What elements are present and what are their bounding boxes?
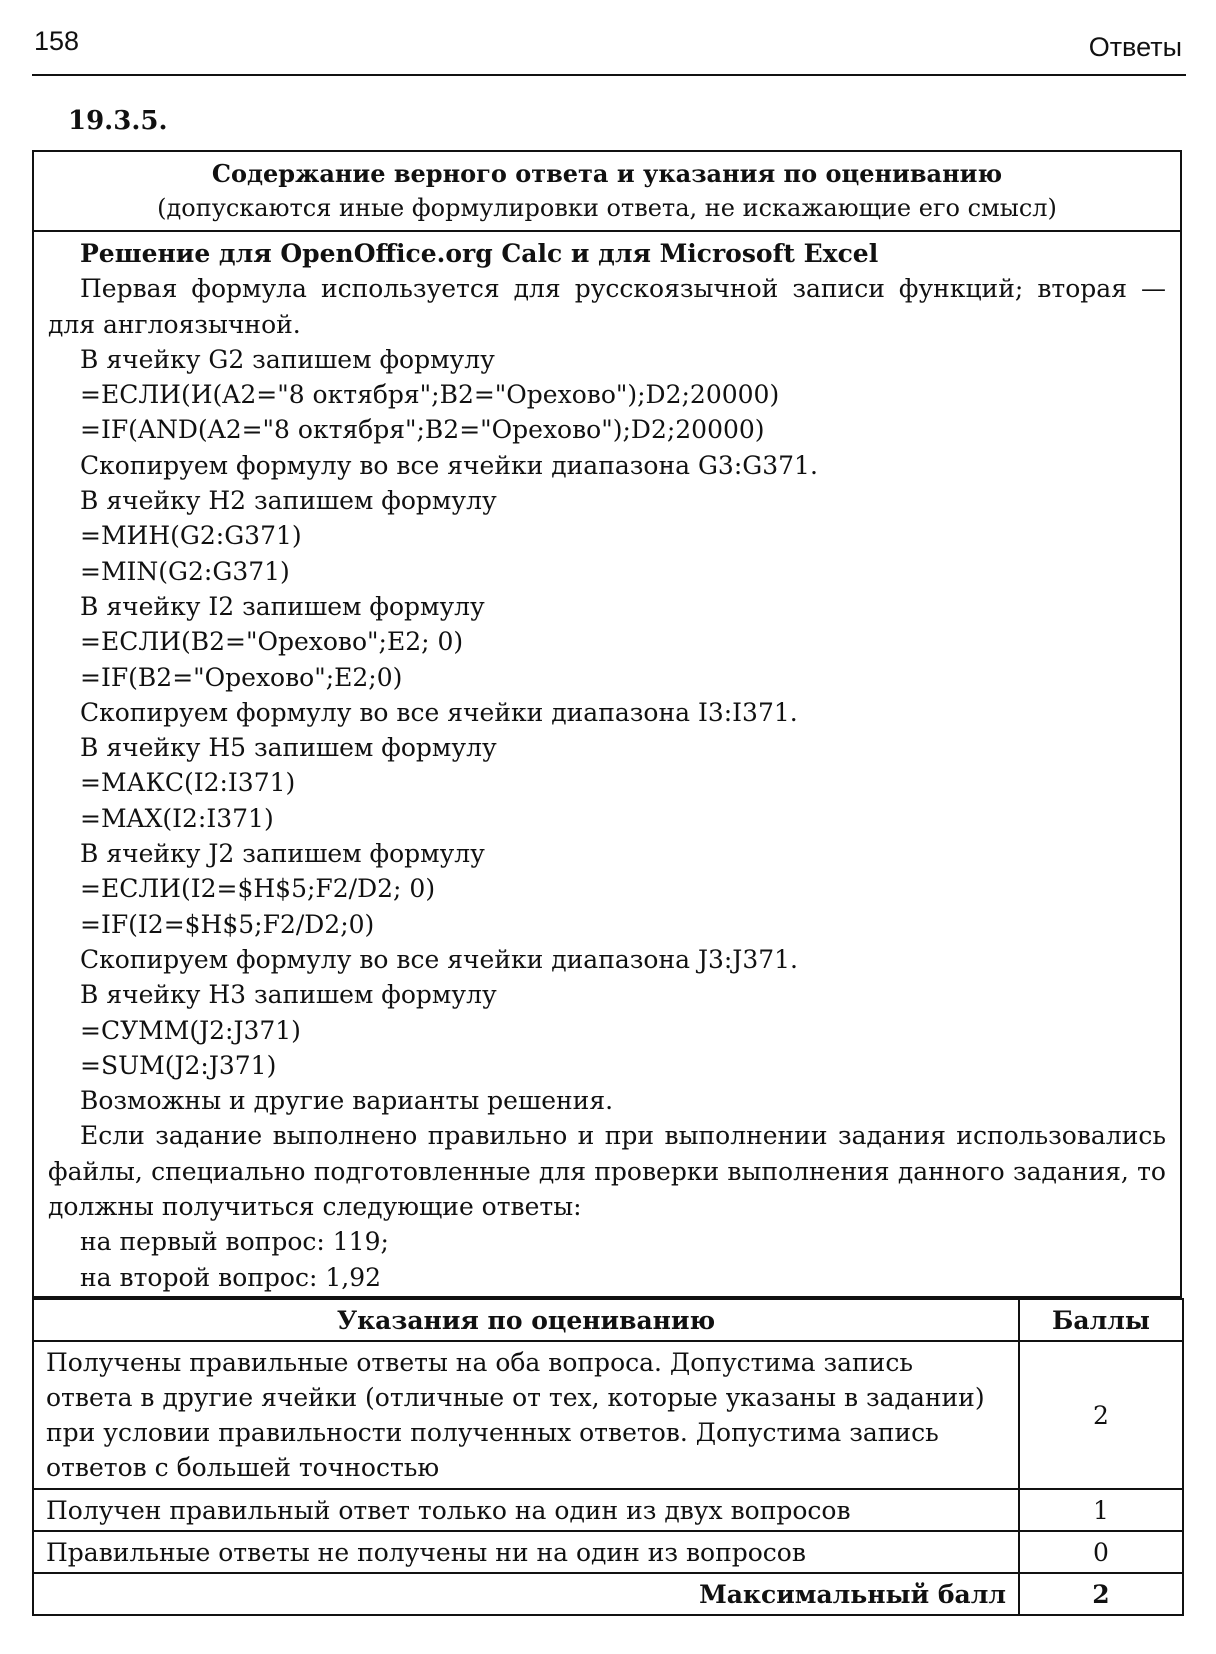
formula-line: =IF(AND(A2="8 октября";B2="Орехово");D2;20000) — [80, 415, 765, 445]
grading-points: 0 — [1019, 1531, 1183, 1573]
grading-points: 2 — [1019, 1341, 1183, 1489]
solution-line: В ячейку I2 запишем формулу — [80, 591, 485, 621]
solution-line: Скопируем формулу во все ячейки диапазона J3:J371. — [80, 944, 798, 974]
formula-line: =МАКС(I2:I371) — [80, 768, 296, 798]
header-rule — [32, 74, 1186, 76]
solution-line: В ячейку H3 запишем формулу — [80, 980, 497, 1010]
solution-closing: Если задание выполнено правильно и при выполнении задания использовались файлы, специально подготовленные для проверки выполнения данного задания, то должны получиться следующие ответы: — [48, 1121, 1166, 1222]
formula-line: =SUM(J2:J371) — [80, 1050, 277, 1080]
task-number: 19.3.5. — [68, 106, 168, 136]
formula-line: =ЕСЛИ(I2=$H$5;F2/D2; 0) — [80, 874, 436, 904]
grading-table — [32, 1298, 1184, 1616]
solution-line: Скопируем формулу во все ячейки диапазона I3:I371. — [80, 697, 798, 727]
formula-line: =IF(B2="Орехово";E2;0) — [80, 662, 403, 692]
table-row — [33, 1489, 1183, 1531]
formula-line: =МИН(G2:G371) — [80, 521, 302, 551]
solution-line: Возможны и другие варианты решения. — [80, 1086, 614, 1116]
formula-line: =IF(I2=$H$5;F2/D2;0) — [80, 909, 375, 939]
grading-header-row — [33, 1299, 1183, 1341]
formula-line: =MIN(G2:G371) — [80, 556, 290, 586]
solution-line: В ячейку G2 запишем формулу — [80, 344, 495, 374]
solution-body — [34, 232, 1180, 1295]
solution-title: Решение для OpenOffice.org Calc и для Microsoft Excel — [80, 239, 879, 268]
answer-2: на второй вопрос: 1,92 — [80, 1262, 382, 1292]
solution-intro: Первая формула используется для русскоязычной записи функций; вторая — для англоязычной. — [48, 274, 1166, 339]
page-number: 158 — [34, 26, 80, 56]
formula-line: =ЕСЛИ(И(A2="8 октября";B2="Орехово");D2;20000) — [80, 380, 780, 410]
grading-max-row — [33, 1573, 1183, 1615]
running-head: Ответы — [1088, 32, 1182, 62]
answer-box-subtitle: (допускаются иные формулировки ответа, не искажающие его смысл) — [157, 194, 1057, 222]
solution-line: В ячейку H2 запишем формулу — [80, 486, 497, 516]
formula-line: =СУММ(J2:J371) — [80, 1015, 301, 1045]
grading-header-points: Баллы — [1019, 1299, 1183, 1341]
formula-line: =MAX(I2:I371) — [80, 803, 274, 833]
max-score-label: Максимальный балл — [33, 1573, 1019, 1615]
solution-line: Скопируем формулу во все ячейки диапазона G3:G371. — [80, 450, 818, 480]
solution-line: В ячейку H5 запишем формулу — [80, 733, 497, 763]
grading-criteria: Правильные ответы не получены ни на один из вопросов — [33, 1531, 1019, 1573]
grading-header-criteria: Указания по оцениванию — [33, 1299, 1019, 1341]
formula-line: =ЕСЛИ(B2="Орехово";E2; 0) — [80, 627, 464, 657]
answer-box-title: Содержание верного ответа и указания по оцениванию — [211, 159, 1003, 188]
solution-line: В ячейку J2 запишем формулу — [80, 839, 485, 869]
answer-1: на первый вопрос: 119; — [80, 1227, 389, 1257]
table-row — [33, 1531, 1183, 1573]
grading-criteria: Получены правильные ответы на оба вопроса. Допустима запись ответа в другие ячейки (отличные от тех, которые указаны в задании) при условии правильности полученных ответов. Допустима запись ответов с большей точностью — [33, 1341, 1019, 1489]
table-row — [33, 1341, 1183, 1489]
max-score-value: 2 — [1019, 1573, 1183, 1615]
grading-criteria: Получен правильный ответ только на один из двух вопросов — [33, 1489, 1019, 1531]
answer-box-header — [34, 152, 1180, 232]
answer-box — [32, 150, 1182, 1298]
grading-points: 1 — [1019, 1489, 1183, 1531]
